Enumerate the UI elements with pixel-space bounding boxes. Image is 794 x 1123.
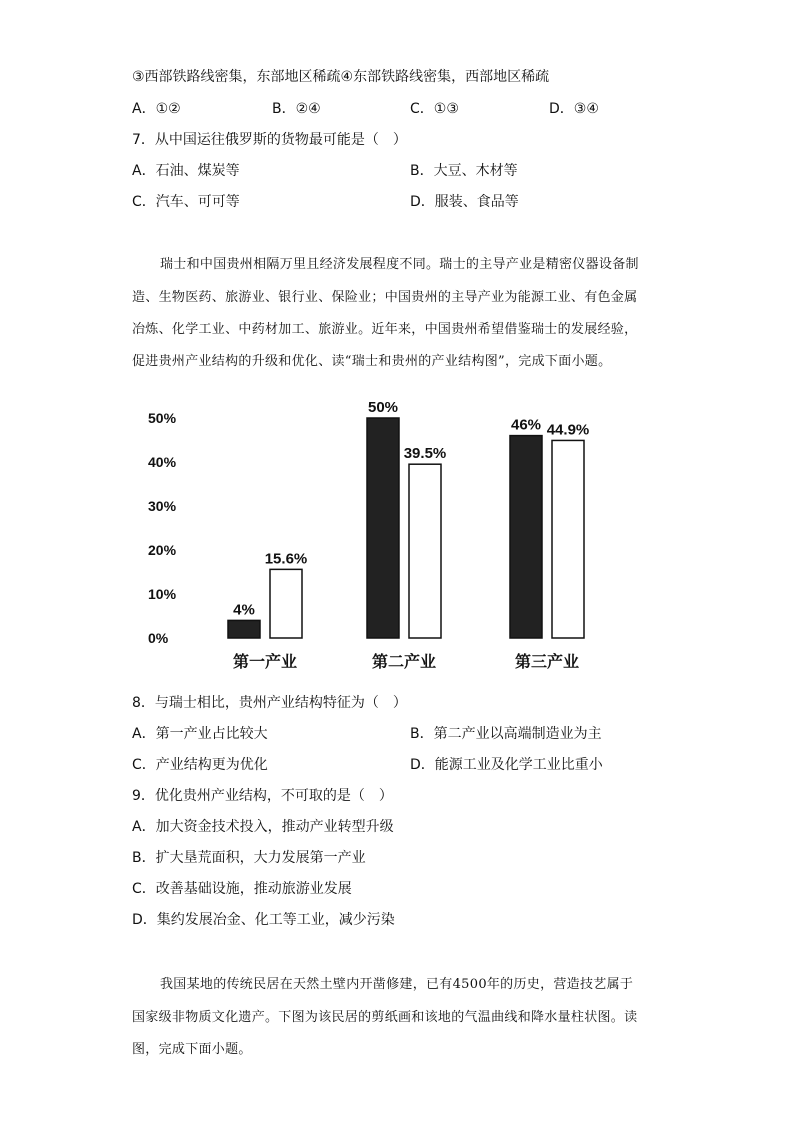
q9-option-a[interactable]: A．加大资金技术投入，推动产业转型升级 [132,819,394,835]
passage1-line-1: 瑞士和中国贵州相隔万里且经济发展程度不同。瑞士的主导产业是精密仪器设备制 [160,257,639,272]
q8-option-b[interactable]: B．第二产业以高端制造业为主 [410,726,602,742]
bars [228,399,589,638]
q6-option-c[interactable]: C．①③ [410,101,459,117]
y-tick-label: 0% [148,630,169,646]
passage2-line-2: 国家级非物质文化遗产。下图为该民居的剪纸画和该地的气温曲线和降水量柱状图。读 [132,1010,638,1025]
y-axis-ticks [148,410,177,646]
category-label: 第三产业 [514,652,580,671]
category-labels [233,652,579,671]
bar [552,440,584,638]
q7-option-a[interactable]: A．石油、煤炭等 [132,163,240,179]
q8-option-a[interactable]: A．第一产业占比较大 [132,726,268,742]
bar-value-label: 44.9% [546,421,590,439]
y-tick-label: 30% [148,498,177,514]
q9-option-c[interactable]: C．改善基础设施，推动旅游业发展 [132,881,352,897]
bar-value-label: 4% [233,601,255,619]
bar [510,436,542,638]
passage2-line-1: 我国某地的传统民居在天然土壁内开凿修建，已有4500年的历史，营造技艺属于 [160,977,634,992]
bar [367,418,399,638]
industry-structure-chart [120,380,640,680]
q9-option-d[interactable]: D．集约发展冶金、化工等工业，减少污染 [132,912,395,928]
category-label: 第一产业 [232,652,298,671]
q8-question: 8．与瑞士相比，贵州产业结构特征为（ ） [132,695,407,711]
q7-option-b[interactable]: B．大豆、木材等 [410,163,518,179]
bar [228,620,260,638]
q6-option-d[interactable]: D．③④ [549,101,599,117]
passage2-line-3: 图，完成下面小题。 [132,1042,252,1057]
bar [270,569,302,638]
bar-value-label: 39.5% [403,445,447,463]
y-tick-label: 40% [148,454,177,470]
category-label: 第二产业 [371,652,437,671]
q6-option-a[interactable]: A．①② [132,101,181,117]
q7-question: 7．从中国运往俄罗斯的货物最可能是（ ） [132,132,407,148]
bar [409,464,441,638]
passage1-line-4: 促进贵州产业结构的升级和优化、读“瑞士和贵州的产业结构图”，完成下面小题。 [132,354,612,369]
y-tick-label: 50% [148,410,177,426]
q9-option-b[interactable]: B．扩大垦荒面积，大力发展第一产业 [132,850,366,866]
q6-statement-3-4: ③西部铁路线密集，东部地区稀疏④东部铁路线密集，西部地区稀疏 [132,69,550,85]
q8-option-c[interactable]: C．产业结构更为优化 [132,757,268,773]
bar-value-label: 15.6% [264,550,308,568]
passage1-line-2: 造、生物医药、旅游业、银行业、保险业；中国贵州的主导产业为能源工业、有色金属 [132,290,638,305]
q8-option-d[interactable]: D．能源工业及化学工业比重小 [410,757,603,773]
q6-option-b[interactable]: B．②④ [272,101,321,117]
q7-option-c[interactable]: C．汽车、可可等 [132,194,240,210]
bar-value-label: 50% [367,399,399,416]
y-tick-label: 20% [148,542,177,558]
y-tick-label: 10% [148,586,177,602]
bar-value-label: 46% [510,416,542,434]
q7-option-d[interactable]: D．服装、食品等 [410,194,519,210]
q9-question: 9．优化贵州产业结构，不可取的是（ ） [132,788,393,804]
passage1-line-3: 冶炼、化学工业、中药材加工、旅游业。近年来，中国贵州希望借鉴瑞士的发展经验， [132,322,638,337]
